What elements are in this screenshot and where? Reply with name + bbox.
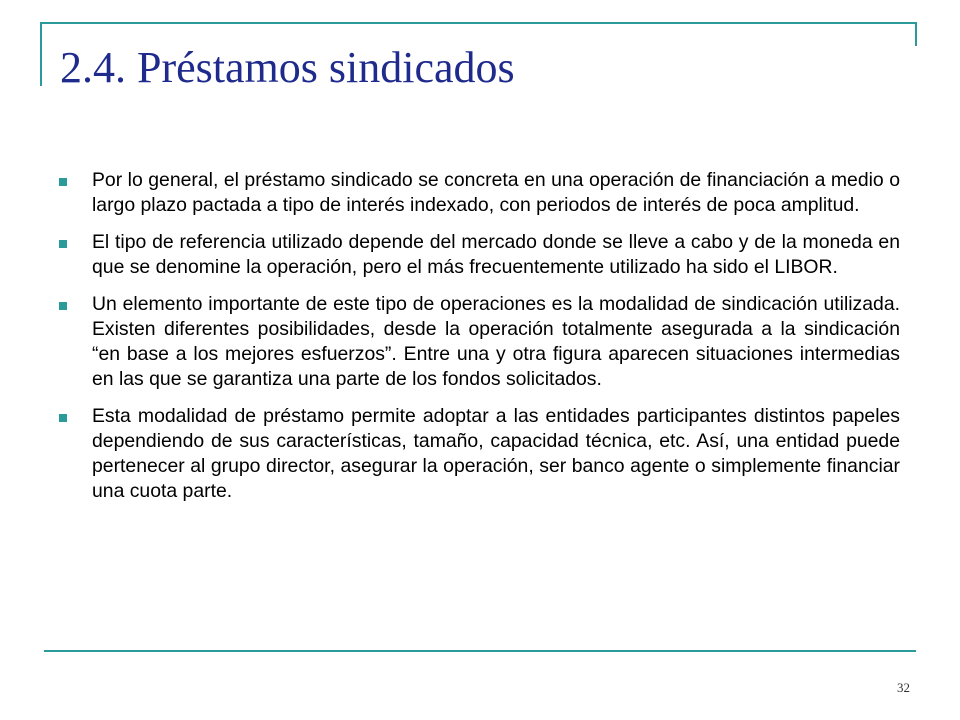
bullet-item	[55, 168, 900, 218]
bullet-item	[55, 404, 900, 504]
slide-title: 2.4. Préstamos sindicados	[60, 43, 515, 92]
square-bullet-icon	[59, 240, 67, 248]
bullet-text: Esta modalidad de préstamo permite adoptar a las entidades participantes distintos papeles dependiendo de sus características, tamaño, capacidad técnica, etc. Así, una entidad puede pertenecer al grupo director, asegurar la operación, ser banco agente o simplemente financiar una cuota parte.	[92, 405, 900, 502]
frame-top-border	[40, 22, 917, 24]
square-bullet-icon	[59, 178, 67, 186]
footer-divider	[44, 650, 916, 652]
bullet-text: Un elemento importante de este tipo de operaciones es la modalidad de sindicación utilizada. Existen diferentes posibilidades, desde la operación totalmente asegurada a la sindicación “en base a los mejores esfuerzos”. Entre una y otra figura aparecen situaciones intermedias en las que se garantiza una parte de los fondos solicitados.	[92, 293, 900, 390]
square-bullet-icon	[59, 302, 67, 310]
square-bullet-icon	[59, 414, 67, 422]
bullet-item	[55, 230, 900, 280]
page-number: 32	[897, 680, 910, 695]
bullet-item	[55, 292, 900, 392]
bullet-text: El tipo de referencia utilizado depende del mercado donde se lleve a cabo y de la moneda en que se denomine la operación, pero el más frecuentemente utilizado ha sido el LIBOR.	[92, 231, 900, 278]
bullet-text: Por lo general, el préstamo sindicado se concreta en una operación de financiación a medio o largo plazo pactada a tipo de interés indexado, con periodos de interés de poca amplitud.	[92, 169, 900, 216]
frame-right-border	[915, 22, 917, 46]
frame-left-border	[40, 22, 42, 86]
bullet-list	[55, 168, 900, 516]
